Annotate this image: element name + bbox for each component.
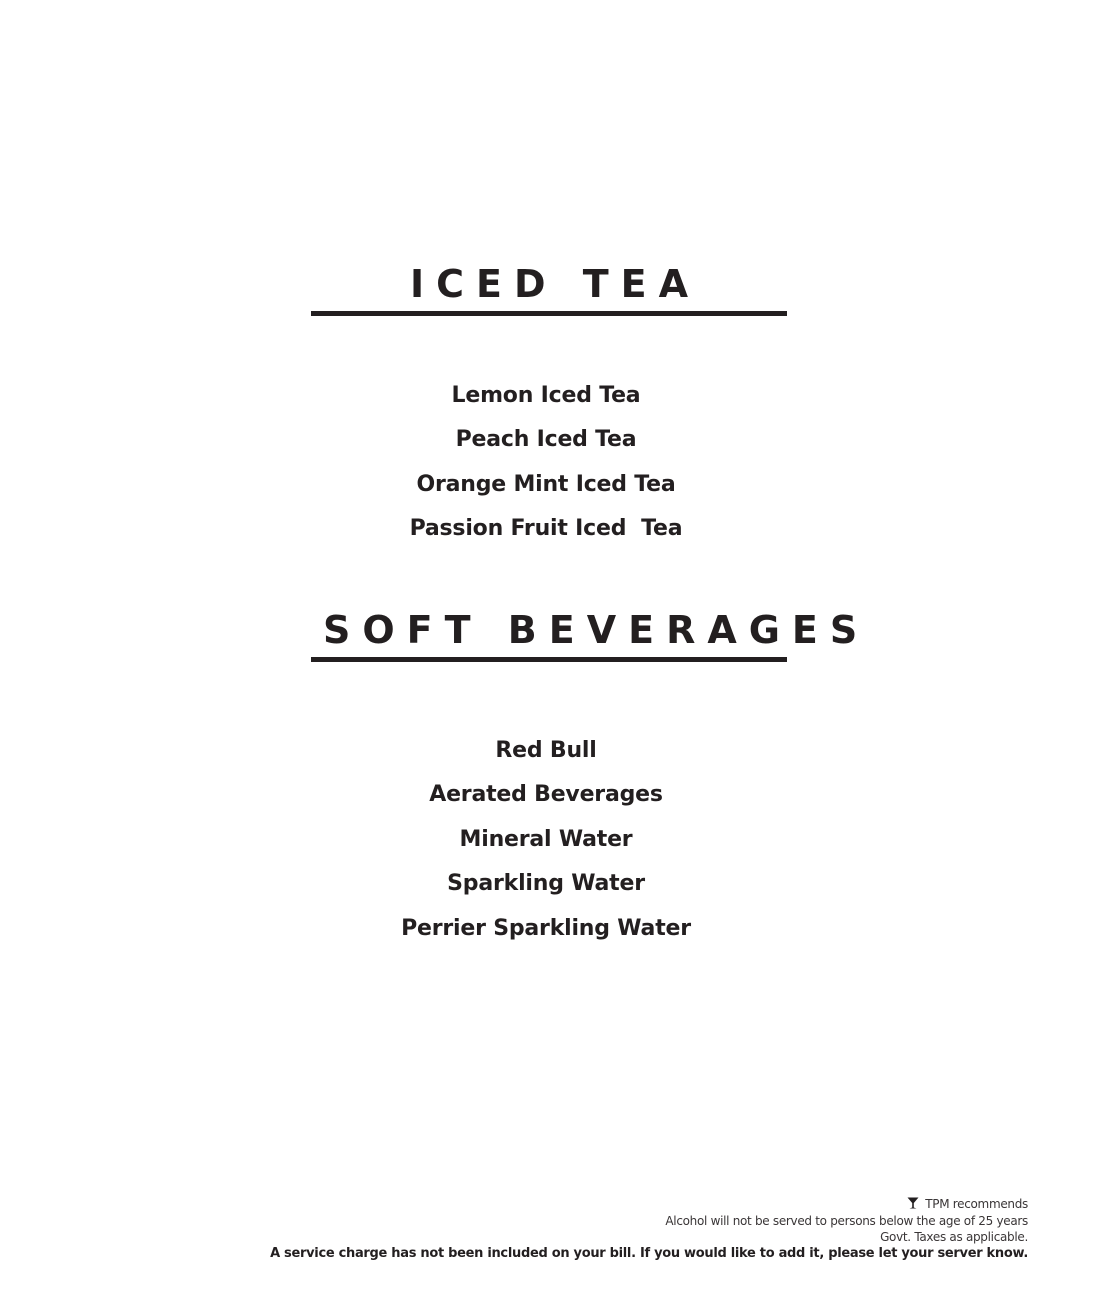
section-title-iced-tea: ICED TEA [409,262,701,306]
menu-item: Red Bull [495,738,597,763]
alcohol-notice: Alcohol will not be served to persons below the age of 25 years [665,1213,1028,1228]
section-divider-soft-beverages [311,657,787,662]
menu-item: Perrier Sparkling Water [401,915,691,941]
menu-item: Passion Fruit Iced Tea [409,516,683,542]
menu-item: Aerated Beverages [429,782,663,808]
iced-tea-item-list [246,374,846,552]
menu-item: Mineral Water [459,826,633,852]
menu-item: Orange Mint Iced Tea [416,471,676,497]
recommend-text: TPM recommends [925,1197,1028,1211]
section-divider-iced-tea [311,311,787,316]
menu-item: Sparkling Water [447,871,645,897]
recommend-line [270,1196,1028,1213]
service-charge-notice: A service charge has not been included on your bill. If you would like to add it, please let your server know. [270,1246,1028,1262]
section-title-soft-beverages: SOFT BEVERAGES [323,608,870,652]
footer-notes [270,1196,1028,1263]
menu-item: Peach Iced Tea [455,427,637,453]
menu-item: Lemon Iced Tea [451,383,641,408]
soft-beverages-item-list [246,729,846,951]
tax-notice: Govt. Taxes as applicable. [880,1230,1028,1245]
cocktail-glass-icon [907,1197,919,1209]
